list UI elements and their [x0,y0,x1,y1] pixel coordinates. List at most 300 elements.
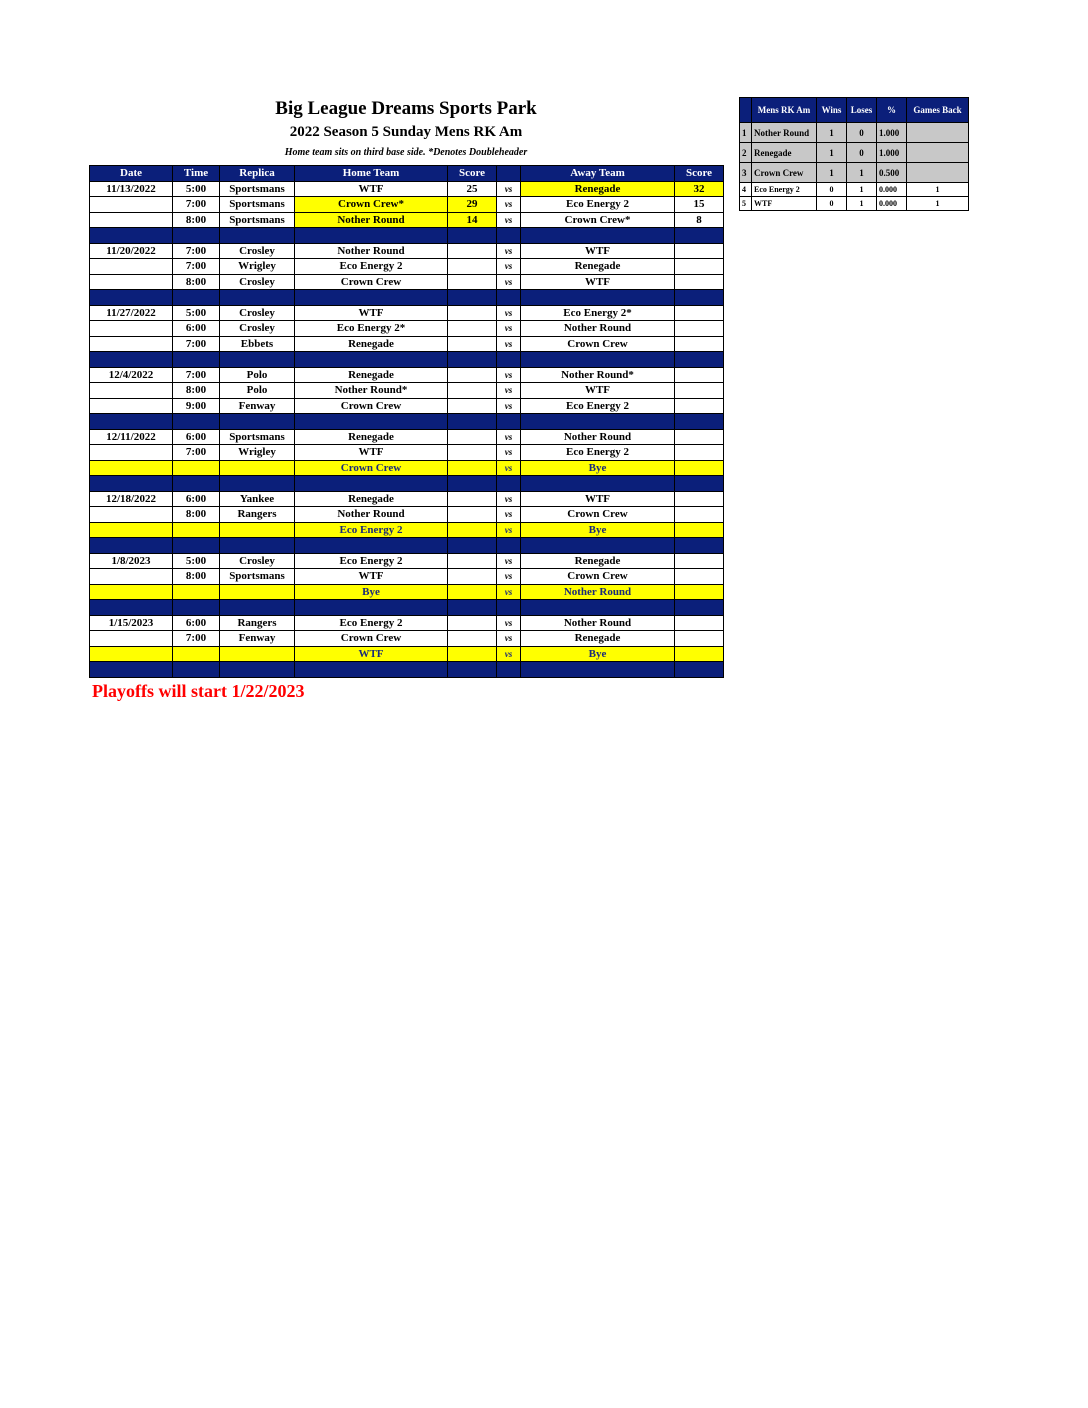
week-separator [90,228,724,244]
separator-cell [295,352,448,368]
away-score-cell [675,429,724,445]
date-cell: 1/15/2023 [90,615,173,631]
separator-cell [521,414,675,430]
separator-cell [448,290,497,306]
pct-cell: 0.000 [877,183,907,197]
games-back-cell [907,143,969,163]
home-team-cell: Renegade [295,336,448,352]
vs-cell: vs [497,584,521,600]
away-score-cell [675,305,724,321]
vs-cell: vs [497,321,521,337]
separator-cell [448,538,497,554]
game-row [90,367,724,383]
week-separator [90,538,724,554]
schedule-header-row [90,166,724,182]
away-team-cell: Crown Crew [521,507,675,523]
time-cell [173,584,220,600]
separator-cell [173,352,220,368]
replica-cell: Polo [220,383,295,399]
date-cell [90,336,173,352]
standings-row [740,197,969,211]
home-score-cell [448,584,497,600]
replica-cell: Crosley [220,305,295,321]
separator-cell [90,538,173,554]
time-cell [173,646,220,662]
date-cell [90,522,173,538]
separator-cell [295,600,448,616]
vs-cell: vs [497,615,521,631]
team-cell: WTF [752,197,817,211]
date-cell [90,197,173,213]
separator-cell [448,476,497,492]
separator-cell [220,228,295,244]
vs-cell: vs [497,631,521,647]
separator-cell [497,538,521,554]
game-row [90,507,724,523]
standings-row [740,163,969,183]
home-team-cell: Crown Crew* [295,197,448,213]
date-cell [90,646,173,662]
home-team-cell: WTF [295,181,448,197]
rank-cell: 2 [740,143,752,163]
separator-cell [521,600,675,616]
date-cell [90,631,173,647]
replica-cell: Rangers [220,507,295,523]
schedule-table [89,165,724,678]
date-cell: 11/20/2022 [90,243,173,259]
column-header: Loses [847,98,877,123]
date-cell [90,383,173,399]
date-cell [90,398,173,414]
column-header: Score [448,166,497,182]
game-row [90,491,724,507]
away-team-cell: Eco Energy 2 [521,445,675,461]
separator-cell [521,228,675,244]
game-row [90,569,724,585]
separator-cell [521,476,675,492]
vs-cell: vs [497,181,521,197]
home-score-cell [448,569,497,585]
replica-cell: Polo [220,367,295,383]
replica-cell: Crosley [220,274,295,290]
schedule-note: Home team sits on third base side. *Denotes Doubleheader [284,147,528,158]
wins-cell: 1 [817,143,847,163]
separator-cell [173,476,220,492]
rank-cell: 3 [740,163,752,183]
rank-cell: 1 [740,123,752,143]
vs-cell: vs [497,336,521,352]
game-row [90,336,724,352]
vs-cell: vs [497,429,521,445]
rank-cell: 5 [740,197,752,211]
pct-cell: 1.000 [877,123,907,143]
team-cell: Renegade [752,143,817,163]
home-team-cell: Eco Energy 2* [295,321,448,337]
home-team-cell: Crown Crew [295,460,448,476]
separator-cell [675,228,724,244]
separator-cell [675,352,724,368]
separator-cell [521,352,675,368]
separator-cell [497,662,521,678]
bye-row [90,584,724,600]
standings-header-row [740,98,969,123]
game-row [90,383,724,399]
games-back-cell [907,123,969,143]
wins-cell: 1 [817,123,847,143]
date-cell: 12/18/2022 [90,491,173,507]
separator-cell [295,662,448,678]
time-cell: 6:00 [173,491,220,507]
home-team-cell: Eco Energy 2 [295,553,448,569]
home-score-cell [448,336,497,352]
game-row [90,243,724,259]
away-score-cell [675,367,724,383]
replica-cell: Wrigley [220,445,295,461]
home-score-cell [448,274,497,290]
separator-cell [90,414,173,430]
home-team-cell: Eco Energy 2 [295,259,448,275]
replica-cell: Crosley [220,321,295,337]
week-separator [90,662,724,678]
separator-cell [173,228,220,244]
game-row [90,631,724,647]
column-header: Time [173,166,220,182]
away-score-cell [675,445,724,461]
loses-cell: 1 [847,197,877,211]
loses-cell: 0 [847,123,877,143]
column-header: Games Back [907,98,969,123]
vs-cell: vs [497,274,521,290]
separator-cell [90,476,173,492]
home-team-cell: Renegade [295,429,448,445]
home-team-cell: WTF [295,445,448,461]
away-team-cell: Bye [521,522,675,538]
time-cell: 7:00 [173,367,220,383]
separator-cell [173,600,220,616]
home-score-cell [448,429,497,445]
separator-cell [295,414,448,430]
away-score-cell [675,274,724,290]
home-score-cell [448,460,497,476]
separator-cell [497,228,521,244]
away-team-cell: WTF [521,274,675,290]
home-score-cell [448,646,497,662]
home-team-cell: Renegade [295,491,448,507]
away-score-cell [675,507,724,523]
column-header: Wins [817,98,847,123]
time-cell: 8:00 [173,383,220,399]
replica-cell: Yankee [220,491,295,507]
time-cell: 7:00 [173,259,220,275]
separator-cell [497,414,521,430]
week-separator [90,476,724,492]
team-cell: Eco Energy 2 [752,183,817,197]
replica-cell [220,460,295,476]
time-cell: 9:00 [173,398,220,414]
games-back-cell [907,163,969,183]
separator-cell [448,352,497,368]
replica-cell [220,522,295,538]
away-score-cell [675,460,724,476]
replica-cell: Ebbets [220,336,295,352]
away-team-cell: Nother Round* [521,367,675,383]
game-row [90,181,724,197]
separator-cell [220,476,295,492]
separator-cell [90,290,173,306]
home-score-cell: 14 [448,212,497,228]
standings-table [739,97,969,211]
replica-cell: Wrigley [220,259,295,275]
bye-row [90,522,724,538]
week-separator [90,352,724,368]
separator-cell [295,290,448,306]
date-cell [90,569,173,585]
away-score-cell [675,259,724,275]
date-cell: 1/8/2023 [90,553,173,569]
away-team-cell: Renegade [521,631,675,647]
home-score-cell [448,398,497,414]
away-team-cell: Renegade [521,181,675,197]
home-team-cell: Crown Crew [295,274,448,290]
separator-cell [675,290,724,306]
game-row [90,615,724,631]
game-row [90,553,724,569]
time-cell: 8:00 [173,274,220,290]
time-cell: 7:00 [173,243,220,259]
separator-cell [295,476,448,492]
away-score-cell [675,553,724,569]
date-cell [90,259,173,275]
replica-cell: Sportsmans [220,429,295,445]
column-header: Mens RK Am [752,98,817,123]
vs-cell: vs [497,491,521,507]
away-team-cell: Nother Round [521,321,675,337]
time-cell: 6:00 [173,429,220,445]
away-team-cell: Crown Crew [521,569,675,585]
standings-row [740,143,969,163]
time-cell: 7:00 [173,445,220,461]
vs-cell: vs [497,553,521,569]
home-team-cell: Bye [295,584,448,600]
home-score-cell [448,522,497,538]
loses-cell: 0 [847,143,877,163]
schedule-body [90,181,724,677]
away-team-cell: Nother Round [521,584,675,600]
column-header [497,166,521,182]
date-cell [90,212,173,228]
home-team-cell: Renegade [295,367,448,383]
away-team-cell: Renegade [521,259,675,275]
time-cell: 6:00 [173,321,220,337]
away-score-cell [675,646,724,662]
vs-cell: vs [497,646,521,662]
home-score-cell [448,321,497,337]
separator-cell [90,600,173,616]
away-team-cell: Nother Round [521,615,675,631]
date-cell: 12/4/2022 [90,367,173,383]
playoffs-notice: Playoffs will start 1/22/2023 [92,681,305,701]
separator-cell [220,352,295,368]
separator-cell [675,538,724,554]
wins-cell: 0 [817,197,847,211]
column-header: Score [675,166,724,182]
wins-cell: 0 [817,183,847,197]
vs-cell: vs [497,460,521,476]
away-score-cell [675,383,724,399]
away-score-cell [675,569,724,585]
column-header: Home Team [295,166,448,182]
replica-cell [220,646,295,662]
page-title: Big League Dreams Sports Park [275,98,537,119]
away-score-cell [675,321,724,337]
time-cell: 5:00 [173,305,220,321]
home-score-cell [448,305,497,321]
away-team-cell: Bye [521,460,675,476]
separator-cell [497,476,521,492]
column-header: Replica [220,166,295,182]
away-team-cell: Nother Round [521,429,675,445]
game-row [90,429,724,445]
standings-row [740,123,969,143]
time-cell [173,522,220,538]
week-separator [90,600,724,616]
away-team-cell: Bye [521,646,675,662]
home-score-cell [448,259,497,275]
loses-cell: 1 [847,163,877,183]
separator-cell [448,600,497,616]
time-cell: 6:00 [173,615,220,631]
replica-cell: Rangers [220,615,295,631]
column-header: Date [90,166,173,182]
games-back-cell: 1 [907,197,969,211]
home-score-cell [448,445,497,461]
date-cell: 11/13/2022 [90,181,173,197]
home-team-cell: Crown Crew [295,631,448,647]
home-team-cell: Crown Crew [295,398,448,414]
date-cell [90,321,173,337]
separator-cell [90,352,173,368]
separator-cell [295,538,448,554]
home-team-cell: WTF [295,305,448,321]
separator-cell [675,414,724,430]
away-score-cell [675,491,724,507]
vs-cell: vs [497,398,521,414]
vs-cell: vs [497,445,521,461]
vs-cell: vs [497,243,521,259]
home-team-cell: Nother Round [295,507,448,523]
home-team-cell: Eco Energy 2 [295,522,448,538]
date-cell [90,507,173,523]
away-score-cell: 15 [675,197,724,213]
home-team-cell: Nother Round [295,212,448,228]
date-cell [90,584,173,600]
home-score-cell [448,615,497,631]
home-team-cell: Eco Energy 2 [295,615,448,631]
time-cell: 7:00 [173,631,220,647]
vs-cell: vs [497,367,521,383]
home-team-cell: Nother Round [295,243,448,259]
team-cell: Nother Round [752,123,817,143]
separator-cell [497,600,521,616]
pct-cell: 0.000 [877,197,907,211]
time-cell: 5:00 [173,181,220,197]
replica-cell: Sportsmans [220,212,295,228]
separator-cell [220,662,295,678]
replica-cell: Fenway [220,398,295,414]
away-team-cell: Eco Energy 2* [521,305,675,321]
away-score-cell: 32 [675,181,724,197]
pct-cell: 1.000 [877,143,907,163]
time-cell: 8:00 [173,507,220,523]
game-row [90,274,724,290]
home-score-cell [448,243,497,259]
away-score-cell [675,336,724,352]
column-header [740,98,752,123]
rank-cell: 4 [740,183,752,197]
separator-cell [90,228,173,244]
time-cell: 5:00 [173,553,220,569]
page-subtitle: 2022 Season 5 Sunday Mens RK Am [289,124,523,140]
replica-cell: Sportsmans [220,197,295,213]
separator-cell [448,414,497,430]
separator-cell [220,600,295,616]
separator-cell [173,662,220,678]
separator-cell [675,476,724,492]
vs-cell: vs [497,197,521,213]
home-score-cell [448,631,497,647]
separator-cell [497,290,521,306]
bye-row [90,646,724,662]
home-score-cell: 25 [448,181,497,197]
away-team-cell: WTF [521,491,675,507]
replica-cell: Sportsmans [220,569,295,585]
vs-cell: vs [497,383,521,399]
vs-cell: vs [497,507,521,523]
separator-cell [521,662,675,678]
separator-cell [448,228,497,244]
separator-cell [497,352,521,368]
home-team-cell: Nother Round* [295,383,448,399]
separator-cell [675,600,724,616]
game-row [90,321,724,337]
away-team-cell: Crown Crew [521,336,675,352]
game-row [90,305,724,321]
time-cell: 8:00 [173,569,220,585]
home-score-cell [448,367,497,383]
game-row [90,259,724,275]
separator-cell [173,538,220,554]
date-cell [90,274,173,290]
away-score-cell [675,398,724,414]
games-back-cell: 1 [907,183,969,197]
replica-cell: Crosley [220,553,295,569]
vs-cell: vs [497,569,521,585]
vs-cell: vs [497,259,521,275]
column-header: % [877,98,907,123]
separator-cell [173,414,220,430]
game-row [90,445,724,461]
game-row [90,197,724,213]
replica-cell [220,584,295,600]
home-score-cell [448,553,497,569]
away-team-cell: Crown Crew* [521,212,675,228]
away-score-cell [675,522,724,538]
vs-cell: vs [497,305,521,321]
time-cell: 7:00 [173,197,220,213]
pct-cell: 0.500 [877,163,907,183]
time-cell [173,460,220,476]
replica-cell: Crosley [220,243,295,259]
